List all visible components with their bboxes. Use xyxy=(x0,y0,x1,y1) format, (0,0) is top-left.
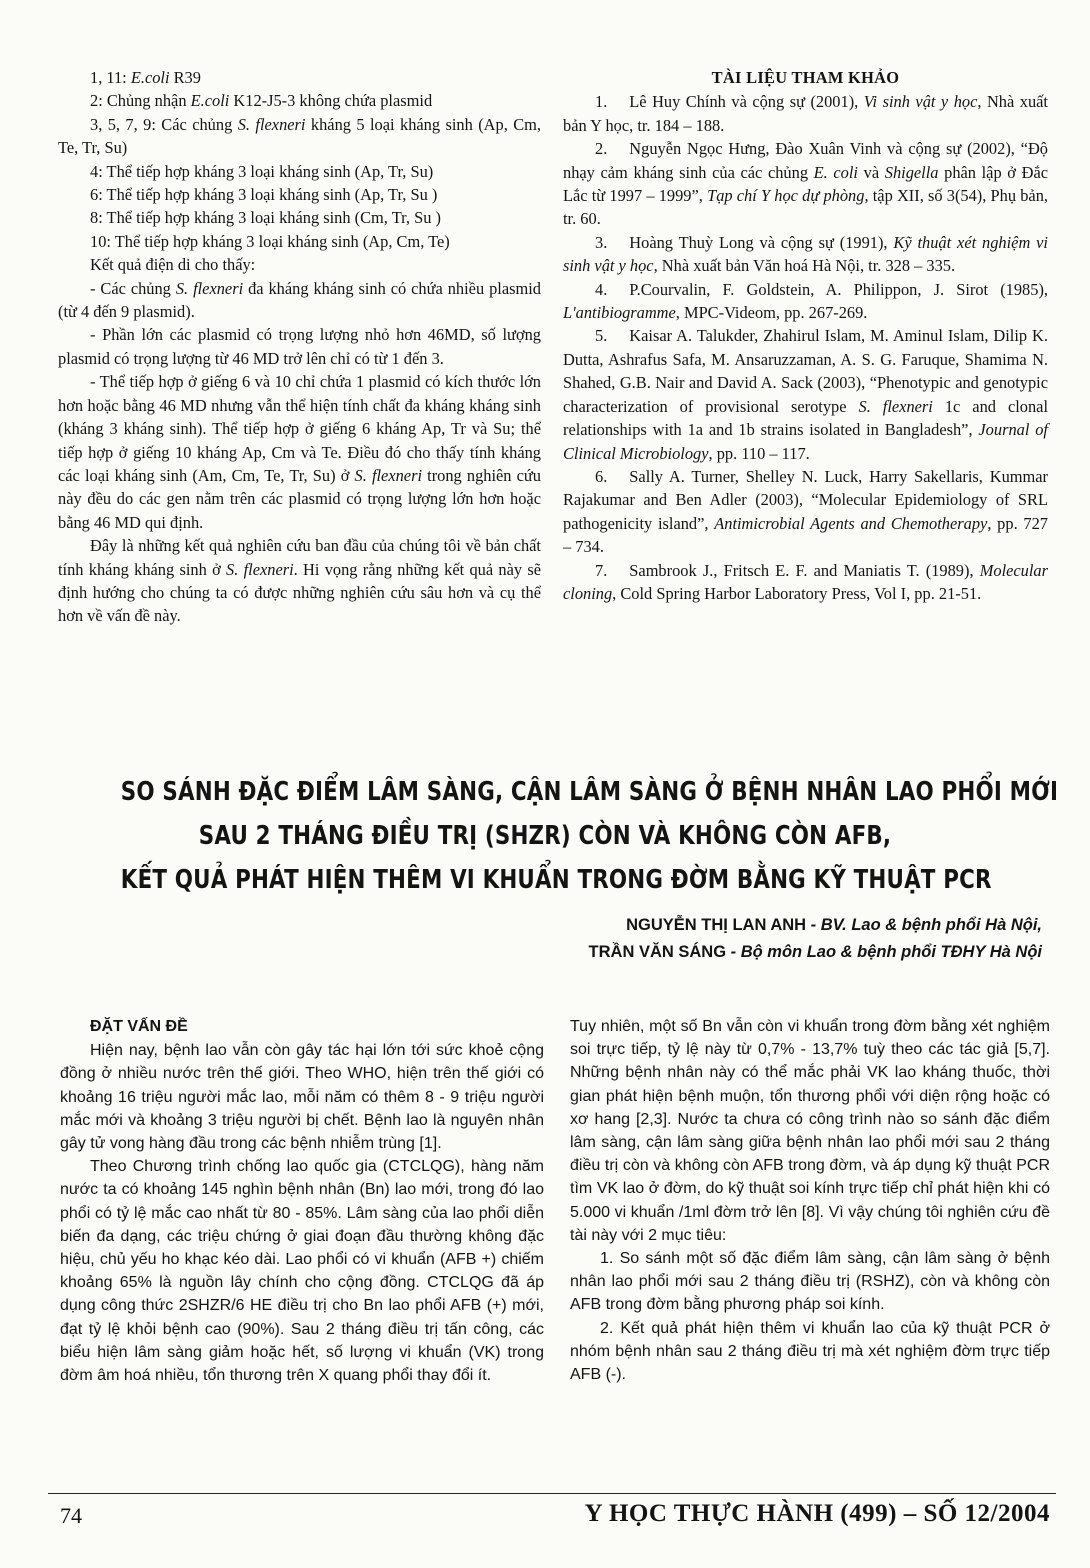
reference-title: Antimicrobial Agents and Chemotherapy xyxy=(714,513,988,533)
reference-item xyxy=(563,559,1048,606)
title-line: SO SÁNH ĐẶC ĐIỂM LÂM SÀNG, CẬN LÂM SÀNG Ở BỆNH NHÂN LAO PHỔI MỚI xyxy=(120,777,1059,807)
finding-item: - Các chủng S. flexneri đa kháng kháng sinh có chứa nhiều plasmid (từ 4 đến 9 plasmid). xyxy=(58,278,541,322)
legend-item: 6: Thể tiếp hợp kháng 3 loại kháng sinh (Ap, Tr, Su ) xyxy=(90,185,438,205)
reference-number: 3. xyxy=(595,232,608,252)
reference-title: Vi sinh vật y học xyxy=(863,92,978,112)
reference-number: 4. xyxy=(595,279,608,299)
section-heading: ĐẶT VẤN ĐỀ xyxy=(90,1018,188,1035)
author-name: NGUYỄN THỊ LAN ANH xyxy=(626,916,807,934)
legend-item: 3, 5, 7, 9: Các chủng S. flexneri kháng 5 loại kháng sinh (Ap, Cm, Te, Tr, Su) xyxy=(58,114,542,158)
reference-title: Kỹ thuật xét nghiệm vi sinh vật y học xyxy=(563,232,1048,276)
reference-item xyxy=(563,324,1048,464)
reference-authors: Hoàng Thuỳ Long và cộng sự (1991), xyxy=(629,232,894,252)
references-heading: TÀI LIỆU THAM KHẢO xyxy=(711,68,900,87)
body-paragraph: Hiện nay, bệnh lao vẫn còn gây tác hại lớn tới sức khoẻ cộng đồng ở nhiều nước trên thế giới. Theo WHO, hiện trên thế giới có khoảng 16 triệu người mắc lao, mỗi năm có thêm 8 - 9 triệu người mắc mới và khoảng 3 triệu người bị chết. Bệnh lao là nguyên nhân gây tử vong hàng đầu trong các bệnh nhiễm trùng [1]. xyxy=(60,1042,544,1153)
reference-number: 2. xyxy=(595,139,608,159)
page-number: 74 xyxy=(60,1503,82,1528)
reference-item xyxy=(563,465,1048,559)
reference-authors: Kaisar A. Talukder, Zhahirul Islam, M. Aminul Islam, Dilip K. Dutta, Ashrafus Safa, M. Ansaruzzaman, A. S. G. Faruque, Shamima N. Shahed, G.B. Nair and David A. Sack (2003), “Phenotypic and genotypic characterization of provisional serotype S. flexneri 1c and clonal relationships with 1a and 1b strains isolated in Bangladesh”, xyxy=(563,326,1048,440)
legend-item: 1, 11: E.coli R39 xyxy=(90,68,201,87)
results-intro: Kết quả điện di cho thấy: xyxy=(90,255,256,275)
article-title xyxy=(120,770,1059,902)
reference-source: , Nhà xuất bản Văn hoá Hà Nội, tr. 328 – 335. xyxy=(653,256,956,276)
reference-authors: Sally A. Turner, Shelley N. Luck, Harry Sakellaris, Kummar Rajakumar and Ben Adler (2003), “Molecular Epidemiology of SRL pathogenicity island”, xyxy=(563,466,1048,533)
authors xyxy=(589,912,1042,966)
title-line: SAU 2 THÁNG ĐIỀU TRỊ (SHZR) CÒN VÀ KHÔNG CÒN AFB, xyxy=(198,821,892,851)
journal-name: Y HỌC THỰC HÀNH (499) – SỐ 12/2004 xyxy=(584,1500,1050,1527)
finding-item: - Thể tiếp hợp ở giếng 6 và 10 chỉ chứa 1 plasmid có kích thước lớn hơn hoặc bằng 46 MD nhưng vẫn thể hiện tính chất đa kháng kháng sinh (kháng 3 kháng sinh). Thể tiếp hợp ở giếng 6 kháng Ap, Tr và Su; thể tiếp hợp ở giếng 10 kháng Ap, Cm và Te. Điều đó cho thấy tính kháng các loại kháng sinh (Am, Cm, Te, Tr, Su) ở S. flexneri trong nghiên cứu này đều do các gen nằm trên các plasmid có trọng lượng lớn hơn hoặc bằng 46 MD qui định. xyxy=(58,372,541,532)
legend-item: 8: Thể tiếp hợp kháng 3 loại kháng sinh (Cm, Tr, Su ) xyxy=(90,208,441,228)
reference-item xyxy=(563,137,1048,231)
reference-source: , Nhà xuất bản Y học, tr. 184 – 188. xyxy=(563,92,1048,135)
reference-item xyxy=(563,90,1048,137)
reference-authors: Nguyễn Ngọc Hưng, Đào Xuân Vinh và cộng sự (2002), “Độ nhạy cảm kháng sinh của các chủng E. coli và Shigella phân lập ở Đắc Lắc từ 1997 – 1999”, xyxy=(563,139,1048,206)
reference-title: Journal of Clinical Microbiology xyxy=(563,420,1048,463)
author-line xyxy=(589,912,1042,939)
reference-authors: Lê Huy Chính và cộng sự (2001), xyxy=(629,92,864,112)
reference-source: , pp. 727 – 734. xyxy=(563,513,1048,557)
intro-left-paragraphs xyxy=(60,1039,544,1387)
findings-list xyxy=(58,277,541,534)
results-column xyxy=(58,66,541,628)
legend-item: 10: Thể tiếp hợp kháng 3 loại kháng sinh (Ap, Cm, Te) xyxy=(90,231,450,251)
reference-number: 7. xyxy=(595,560,608,580)
intro-right-column xyxy=(570,1015,1050,1386)
footer-rule xyxy=(48,1493,1056,1494)
title-line: KẾT QUẢ PHÁT HIỆN THÊM VI KHUẨN TRONG ĐỜM BẰNG KỸ THUẬT PCR xyxy=(120,865,992,895)
reference-authors: P.Courvalin, F. Goldstein, A. Philippon, J. Sirot (1985), xyxy=(629,279,1048,299)
body-paragraph: 1. So sánh một số đặc điểm lâm sàng, cận lâm sàng ở bệnh nhân lao phổi mới sau 2 tháng điều trị (RSHZ), còn và không còn AFB trong đờm bằng phương pháp soi kính. xyxy=(570,1250,1050,1314)
author-line xyxy=(589,939,1042,966)
body-paragraph: 2. Kết quả phát hiện thêm vi khuẩn lao của kỹ thuật PCR ở nhóm bệnh nhân sau 2 tháng điều trị mà xét nghiệm đờm trực tiếp AFB (-). xyxy=(570,1319,1050,1384)
reference-title: Molecular cloning xyxy=(563,560,1048,603)
references-column xyxy=(563,66,1048,605)
author-name: TRẦN VĂN SÁNG xyxy=(588,943,727,961)
body-paragraph: Tuy nhiên, một số Bn vẫn còn vi khuẩn trong đờm bằng xét nghiệm soi trực tiếp, tỷ lệ này từ 0,7% - 13,7% tuỳ theo các tác giả [5,7]. Những bệnh nhân này có thể mắc phải VK lao kháng thuốc, thời gian phát hiện bệnh muộn, tổn thương phổi với diện rộng hoặc có xơ hang [2,3]. Nước ta chưa có công trình nào so sánh đặc điểm lâm sàng, cận lâm sàng giữa bệnh nhân lao phổi mới sau 2 tháng điều trị còn và không còn AFB trong đờm, và áp dụng kỹ thuật PCR tìm VK lao ở đờm, do kỹ thuật soi kính trực tiếp chỉ phát hiện khi có 5.000 vi khuẩn /1ml đờm trở lên [8]. Vì vậy chúng tôi nghiên cứu đề tài này với 2 mục tiêu: xyxy=(570,1018,1050,1244)
legend-item: 4: Thể tiếp hợp kháng 3 loại kháng sinh (Ap, Tr, Su) xyxy=(90,161,434,181)
reference-title: L'antibiogramme xyxy=(563,303,676,323)
reference-source: , tập XII, số 3(54), Phụ bản, tr. 60. xyxy=(563,186,1048,229)
reference-source: , pp. 110 – 117. xyxy=(708,443,810,463)
results-conclusion: Đây là những kết quả nghiên cứu ban đầu của chúng tôi về bản chất tính kháng kháng sinh ở S. flexneri. Hi vọng rằng những kết quả này sẽ định hướng cho chúng ta có được những nghiên cứu sâu hơn và cụ thể hơn về vấn đề này. xyxy=(58,536,542,626)
figure-legend xyxy=(58,66,541,253)
reference-title: Tạp chí Y học dự phòng xyxy=(707,186,865,206)
reference-authors: Sambrook J., Fritsch E. F. and Maniatis T. (1989), xyxy=(629,560,980,580)
legend-item: 2: Chủng nhận E.coli K12-J5-3 không chứa plasmid xyxy=(90,91,433,111)
author-affiliation: - BV. Lao & bệnh phổi Hà Nội, xyxy=(806,916,1042,934)
reference-item xyxy=(563,231,1048,278)
reference-number: 6. xyxy=(595,466,608,486)
author-affiliation: - Bộ môn Lao & bệnh phổi TĐHY Hà Nội xyxy=(726,943,1042,961)
references-list xyxy=(563,90,1048,605)
intro-right-paragraphs xyxy=(570,1015,1050,1386)
reference-number: 5. xyxy=(595,326,608,346)
body-paragraph: Theo Chương trình chống lao quốc gia (CTCLQG), hàng năm nước ta có khoảng 145 nghìn bệnh nhân (Bn) lao mới, trong đó lao phổi có tỷ lệ mắc cao nhất từ 80 - 85%. Lâm sàng của lao phổi diễn biến đa dạng, các triệu chứng ở giai đoạn đầu thường không đặc hiệu, chủ yếu ho khạc kéo dài. Lao phổi có vi khuẩn (AFB +) chiếm khoảng 65% là nguồn lây chính cho cộng đồng. CTCLQG đã áp dụng công thức 2SHZR/6 HE điều trị cho Bn lao phổi AFB (+) mới, đạt tỷ lệ khỏi bệnh cao (90%). Sau 2 tháng điều trị tấn công, các biểu hiện lâm sàng giảm hoặc hết, số lượng vi khuẩn (VK) trong đờm âm hoá nhiều, tổn thương trên X quang phổi thay đổi ít. xyxy=(60,1158,544,1385)
intro-left-column xyxy=(60,1015,544,1387)
finding-item: - Phần lớn các plasmid có trọng lượng nhỏ hơn 46MD, số lượng plasmid có trọng lượng từ 46 MD trở lên chỉ có từ 1 đến 3. xyxy=(58,325,541,368)
reference-source: , Cold Spring Harbor Laboratory Press, Vol I, pp. 21-51. xyxy=(612,583,982,603)
reference-item xyxy=(563,278,1048,325)
reference-number: 1. xyxy=(595,92,608,112)
reference-source: , MPC-Videom, pp. 267-269. xyxy=(675,303,868,323)
